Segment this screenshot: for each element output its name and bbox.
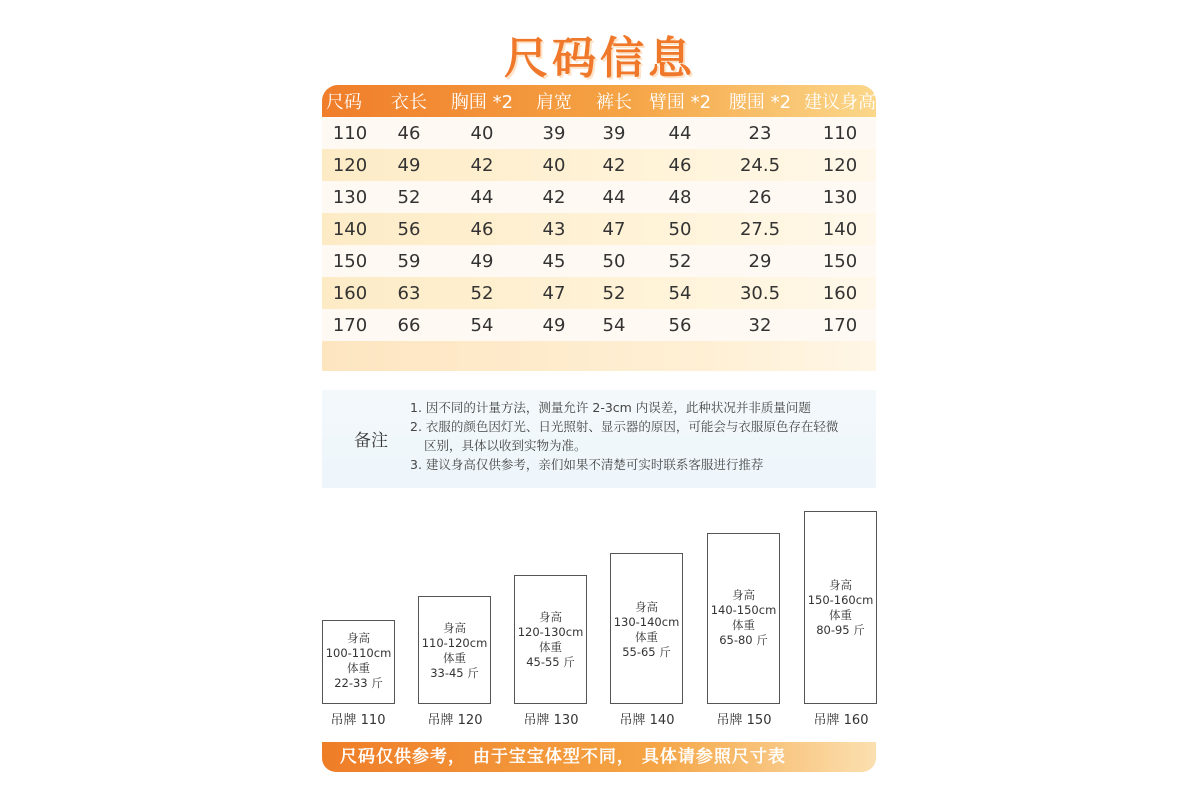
- table-cell: 52: [668, 250, 692, 272]
- notes-label: 备注: [354, 431, 388, 451]
- table-cell: 110: [822, 122, 858, 144]
- table-cell: 59: [397, 250, 421, 272]
- note-item: 3. 建议身高仅供参考，亲们如果不清楚可实时联系客服进行推荐: [410, 457, 764, 472]
- note-item: 1. 因不同的计量方法，测量允许 2-3cm 内误差，此种状况并非质量问题: [410, 400, 811, 415]
- table-cell: 42: [470, 154, 494, 176]
- table-cell: 50: [668, 218, 692, 240]
- height-range: 150-160cm: [807, 593, 874, 607]
- table-cell: 150: [332, 250, 368, 272]
- table-cell: 49: [542, 314, 566, 336]
- weight-label: 体重: [443, 651, 466, 665]
- height-label: 身高: [347, 631, 370, 645]
- table-cell: 44: [668, 122, 692, 144]
- height-range: 100-110cm: [325, 646, 392, 660]
- height-label: 身高: [443, 621, 466, 635]
- table-cell: 43: [542, 218, 566, 240]
- hang-tag-label: 吊牌 110: [330, 713, 386, 728]
- header-cell: 腰围 *2: [728, 92, 792, 113]
- table-cell: 49: [470, 250, 494, 272]
- table-cell: 130: [332, 186, 368, 208]
- table-cell: 120: [332, 154, 368, 176]
- header-cell: 建议身高: [804, 92, 876, 113]
- table-cell: 52: [397, 186, 421, 208]
- table-cell: 50: [602, 250, 626, 272]
- table-cell: 26: [748, 186, 772, 208]
- height-range: 110-120cm: [421, 636, 488, 650]
- table-cell: 39: [602, 122, 626, 144]
- header-cell: 裤长: [596, 92, 632, 113]
- weight-range: 55-65 斤: [622, 645, 671, 659]
- table-cell: 42: [542, 186, 566, 208]
- height-range: 140-150cm: [710, 603, 777, 617]
- table-cell: 52: [470, 282, 494, 304]
- weight-label: 体重: [539, 640, 562, 654]
- table-cell: 47: [602, 218, 626, 240]
- table-cell: 56: [397, 218, 421, 240]
- table-cell: 46: [397, 122, 421, 144]
- table-cell: 120: [822, 154, 858, 176]
- table-cell: 30.5: [739, 282, 781, 304]
- note-item: 2. 衣服的颜色因灯光、日光照射、显示器的原因，可能会与衣服原色存在轻微: [410, 419, 839, 434]
- table-cell: 56: [668, 314, 692, 336]
- table-cell: 140: [822, 218, 858, 240]
- table-cell: 170: [822, 314, 858, 336]
- hang-tag: [610, 553, 683, 704]
- header-cell: 臂围 *2: [648, 92, 712, 113]
- height-range: 120-130cm: [517, 625, 584, 639]
- header-cell: 尺码: [326, 92, 362, 113]
- table-cell: 46: [470, 218, 494, 240]
- table-cell: 66: [397, 314, 421, 336]
- table-cell: 110: [332, 122, 368, 144]
- weight-range: 45-55 斤: [526, 655, 575, 669]
- table-cell: 32: [748, 314, 772, 336]
- table-cell: 44: [602, 186, 626, 208]
- table-cell: 170: [332, 314, 368, 336]
- table-cell: 140: [332, 218, 368, 240]
- table-cell: 42: [602, 154, 626, 176]
- hang-tag: [418, 596, 491, 704]
- table-cell: 46: [668, 154, 692, 176]
- table-cell: 160: [822, 282, 858, 304]
- table-cell: 27.5: [739, 218, 781, 240]
- table-cell: 45: [542, 250, 566, 272]
- footer-banner: 尺码仅供参考， 由于宝宝体型不同， 具体请参照尺寸表: [322, 742, 876, 772]
- hang-tag: [707, 533, 780, 704]
- weight-range: 80-95 斤: [816, 623, 865, 637]
- table-cell: 39: [542, 122, 566, 144]
- hang-tag-label: 吊牌 130: [523, 713, 579, 728]
- header-cell: 肩宽: [536, 92, 572, 113]
- table-cell: 29: [748, 250, 772, 272]
- hang-tag: [804, 511, 877, 704]
- table-cell: 44: [470, 186, 494, 208]
- table-cell: 54: [470, 314, 494, 336]
- hang-tag-label: 吊牌 120: [427, 713, 483, 728]
- height-range: 130-140cm: [613, 615, 680, 629]
- header-cell: 衣长: [391, 92, 427, 113]
- table-cell: 130: [822, 186, 858, 208]
- note-item: 区别，具体以收到实物为准。: [424, 438, 587, 453]
- hang-tag-label: 吊牌 140: [619, 713, 675, 728]
- hang-tag: [514, 575, 587, 704]
- page-title: 尺码信息: [504, 33, 696, 84]
- weight-range: 65-80 斤: [719, 633, 768, 647]
- weight-label: 体重: [829, 608, 852, 622]
- table-cell: 23: [748, 122, 772, 144]
- height-label: 身高: [829, 578, 852, 592]
- table-cell: 49: [397, 154, 421, 176]
- table-cell: 54: [668, 282, 692, 304]
- hang-tag-label: 吊牌 150: [716, 713, 772, 728]
- table-cell: 40: [470, 122, 494, 144]
- table-cell: 40: [542, 154, 566, 176]
- header-cell: 胸围 *2: [450, 92, 514, 113]
- weight-label: 体重: [732, 618, 755, 632]
- height-label: 身高: [732, 588, 755, 602]
- weight-range: 22-33 斤: [334, 676, 383, 690]
- table-cell: 47: [542, 282, 566, 304]
- table-cell: 160: [332, 282, 368, 304]
- weight-label: 体重: [347, 661, 370, 675]
- hang-tag: [322, 620, 395, 704]
- table-cell: 24.5: [739, 154, 781, 176]
- weight-range: 33-45 斤: [430, 666, 479, 680]
- table-cell: 63: [397, 282, 421, 304]
- table-cell: 150: [822, 250, 858, 272]
- weight-label: 体重: [635, 630, 658, 644]
- table-cell: 48: [668, 186, 692, 208]
- height-label: 身高: [539, 610, 562, 624]
- hang-tag-label: 吊牌 160: [813, 713, 869, 728]
- height-label: 身高: [635, 600, 658, 614]
- table-cell: 52: [602, 282, 626, 304]
- table-cell: 54: [602, 314, 626, 336]
